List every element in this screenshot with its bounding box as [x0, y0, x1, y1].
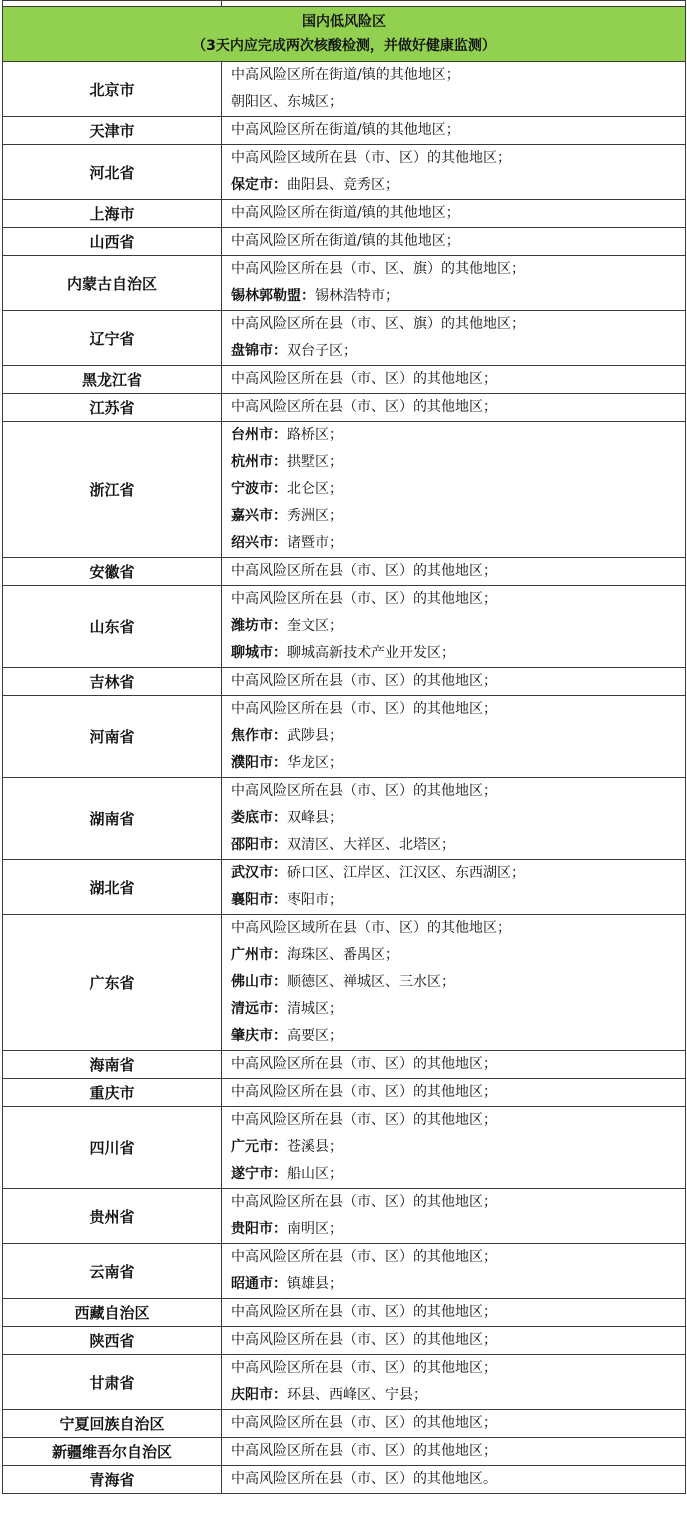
area-line: [231, 723, 685, 750]
province-cell: 重庆市: [3, 1079, 222, 1107]
area-line: [231, 1382, 685, 1409]
province-cell: 山东省: [3, 586, 222, 668]
area-text: 双清区、大祥区、北塔区；: [287, 837, 455, 853]
city-name: 邵阳市：: [231, 837, 287, 853]
area-text: 聊城高新技术产业开发区；: [287, 645, 455, 661]
area-line: [231, 805, 685, 832]
table-row: [3, 145, 686, 200]
table-row: [3, 1355, 686, 1410]
area-line: [231, 394, 685, 421]
area-detail-cell: [222, 1107, 686, 1189]
area-text: 环县、西峰区、宁县；: [287, 1387, 427, 1403]
area-line: [231, 338, 685, 365]
area-text: 顺德区、禅城区、三水区；: [287, 974, 455, 990]
area-text: 奎文区；: [287, 618, 343, 634]
province-cell: 山西省: [3, 228, 222, 256]
area-detail-cell: [222, 145, 686, 200]
area-line: [231, 311, 685, 338]
area-text: 中高风险区所在县（市、区）的其他地区；: [231, 1249, 497, 1265]
area-text: 锡林浩特市；: [315, 288, 399, 304]
city-name: 肇庆市：: [231, 1028, 287, 1044]
province-cell: 广东省: [3, 915, 222, 1051]
area-text: 苍溪县；: [287, 1139, 343, 1155]
table-subtitle: （3天内应完成两次核酸检测，并做好健康监测）: [192, 38, 496, 54]
area-detail-cell: [222, 1355, 686, 1410]
table-row: [3, 1051, 686, 1079]
city-name: 佛山市：: [231, 974, 287, 990]
area-detail-cell: [222, 200, 686, 228]
area-detail-cell: [222, 1079, 686, 1107]
province-cell: 辽宁省: [3, 311, 222, 366]
city-name: 杭州市：: [231, 454, 287, 470]
area-line: [231, 696, 685, 723]
area-line: [231, 1051, 685, 1078]
province-cell: 青海省: [3, 1466, 222, 1494]
area-line: [231, 1271, 685, 1298]
area-line: [231, 996, 685, 1023]
area-line: [231, 145, 685, 172]
area-text: 镇雄县；: [287, 1276, 343, 1292]
area-text: 中高风险区所在县（市、区）的其他地区。: [231, 1471, 497, 1487]
area-line: [231, 422, 685, 449]
area-detail-cell: [222, 586, 686, 668]
area-text: 路桥区；: [287, 427, 343, 443]
area-line: [231, 256, 685, 283]
table-row: [3, 1299, 686, 1327]
city-name: 嘉兴市：: [231, 508, 287, 524]
area-line: [231, 750, 685, 777]
area-text: 中高风险区所在街道/镇的其他地区；: [231, 233, 460, 249]
area-line: [231, 366, 685, 393]
area-line: [231, 586, 685, 613]
table-row: [3, 1189, 686, 1244]
area-detail-cell: [222, 1438, 686, 1466]
area-line: [231, 283, 685, 310]
area-text: 海珠区、番禺区；: [287, 947, 399, 963]
province-cell: 上海市: [3, 200, 222, 228]
area-text: 高要区；: [287, 1028, 343, 1044]
area-text: 中高风险区所在县（市、区）的其他地区；: [231, 563, 497, 579]
table-row: [3, 558, 686, 586]
area-detail-cell: [222, 422, 686, 558]
area-text: 中高风险区所在县（市、区、旗）的其他地区；: [231, 316, 525, 332]
province-cell: 河南省: [3, 696, 222, 778]
city-name: 武汉市：: [231, 865, 287, 881]
header-cell: [3, 7, 686, 62]
area-detail-cell: [222, 62, 686, 117]
province-cell: 吉林省: [3, 668, 222, 696]
area-line: [231, 915, 685, 942]
city-name: 盘锦市：: [231, 343, 287, 359]
city-name: 绍兴市：: [231, 535, 287, 551]
area-text: 华龙区；: [287, 755, 343, 771]
province-cell: 贵州省: [3, 1189, 222, 1244]
table-row: [3, 200, 686, 228]
area-text: 中高风险区所在县（市、区）的其他地区；: [231, 1194, 497, 1210]
area-text: 中高风险区所在县（市、区）的其他地区；: [231, 1360, 497, 1376]
table-row: [3, 1327, 686, 1355]
area-line: [231, 887, 685, 914]
city-name: 锡林郭勒盟：: [231, 288, 315, 304]
table-row: [3, 256, 686, 311]
area-text: 诸暨市；: [287, 535, 343, 551]
area-text: 中高风险区所在县（市、区）的其他地区；: [231, 591, 497, 607]
province-cell: 湖南省: [3, 778, 222, 860]
city-name: 襄阳市：: [231, 892, 287, 908]
city-name: 潍坊市：: [231, 618, 287, 634]
area-line: [231, 969, 685, 996]
area-text: 武陟县；: [287, 728, 343, 744]
table-row: [3, 668, 686, 696]
table-row: [3, 1107, 686, 1189]
area-text: 中高风险区所在县（市、区）的其他地区；: [231, 1443, 497, 1459]
area-text: 秀洲区；: [287, 508, 343, 524]
province-cell: 江苏省: [3, 394, 222, 422]
area-detail-cell: [222, 1466, 686, 1494]
area-text: 中高风险区所在县（市、区）的其他地区；: [231, 1112, 497, 1128]
area-detail-cell: [222, 256, 686, 311]
province-cell: 内蒙古自治区: [3, 256, 222, 311]
table-row: [3, 1466, 686, 1494]
area-line: [231, 1327, 685, 1354]
table-row: [3, 586, 686, 668]
area-line: [231, 832, 685, 859]
province-cell: 黑龙江省: [3, 366, 222, 394]
area-text: 北仑区；: [287, 481, 343, 497]
area-line: [231, 613, 685, 640]
province-cell: 四川省: [3, 1107, 222, 1189]
area-detail-cell: [222, 1051, 686, 1079]
area-detail-cell: [222, 394, 686, 422]
table-title: 国内低风险区: [302, 14, 386, 30]
area-detail-cell: [222, 860, 686, 915]
area-line: [231, 1410, 685, 1437]
area-line: [231, 1189, 685, 1216]
city-name: 濮阳市：: [231, 755, 287, 771]
area-detail-cell: [222, 311, 686, 366]
area-line: [231, 778, 685, 805]
province-cell: 海南省: [3, 1051, 222, 1079]
area-line: [231, 558, 685, 585]
table-row: [3, 915, 686, 1051]
table-row: [3, 117, 686, 145]
province-cell: 甘肃省: [3, 1355, 222, 1410]
area-text: 中高风险区所在县（市、区）的其他地区；: [231, 1084, 497, 1100]
area-line: [231, 89, 685, 116]
province-cell: 天津市: [3, 117, 222, 145]
area-detail-cell: [222, 1299, 686, 1327]
area-text: 中高风险区域所在县（市、区）的其他地区；: [231, 920, 511, 936]
city-name: 焦作市：: [231, 728, 287, 744]
area-detail-cell: [222, 1327, 686, 1355]
area-text: 中高风险区所在县（市、区）的其他地区；: [231, 371, 497, 387]
area-detail-cell: [222, 668, 686, 696]
province-cell: 湖北省: [3, 860, 222, 915]
table-row: [3, 860, 686, 915]
area-line: [231, 668, 685, 695]
area-line: [231, 1244, 685, 1271]
table-row: [3, 1079, 686, 1107]
city-name: 宁波市：: [231, 481, 287, 497]
area-text: 船山区；: [287, 1166, 343, 1182]
table-row: [3, 228, 686, 256]
table-row: [3, 778, 686, 860]
area-detail-cell: [222, 1410, 686, 1438]
city-name: 贵阳市：: [231, 1221, 287, 1237]
city-name: 保定市：: [231, 177, 287, 193]
province-cell: 安徽省: [3, 558, 222, 586]
province-cell: 云南省: [3, 1244, 222, 1299]
area-text: 朝阳区、东城区；: [231, 94, 343, 110]
area-text: 中高风险区所在县（市、区）的其他地区；: [231, 1304, 497, 1320]
city-name: 遂宁市：: [231, 1166, 287, 1182]
area-text: 硚口区、江岸区、江汉区、东西湖区；: [287, 865, 525, 881]
table-row: [3, 422, 686, 558]
area-text: 双台子区；: [287, 343, 357, 359]
table-row: [3, 1438, 686, 1466]
area-detail-cell: [222, 1244, 686, 1299]
area-line: [231, 1161, 685, 1188]
city-name: 庆阳市：: [231, 1387, 287, 1403]
area-line: [231, 200, 685, 227]
area-line: [231, 1134, 685, 1161]
area-text: 曲阳县、竞秀区；: [287, 177, 399, 193]
area-text: 中高风险区所在街道/镇的其他地区；: [231, 205, 460, 221]
area-line: [231, 530, 685, 557]
area-line: [231, 860, 685, 887]
area-text: 中高风险区所在县（市、区）的其他地区；: [231, 399, 497, 415]
area-text: 中高风险区所在县（市、区）的其他地区；: [231, 1415, 497, 1431]
area-line: [231, 1438, 685, 1465]
area-text: 清城区；: [287, 1001, 343, 1017]
area-line: [231, 449, 685, 476]
table-row: [3, 1410, 686, 1438]
area-text: 中高风险区所在街道/镇的其他地区；: [231, 122, 460, 138]
area-line: [231, 1355, 685, 1382]
area-detail-cell: [222, 696, 686, 778]
city-name: 台州市：: [231, 427, 287, 443]
area-detail-cell: [222, 117, 686, 145]
area-line: [231, 1299, 685, 1326]
header-row: [3, 7, 686, 62]
province-cell: 河北省: [3, 145, 222, 200]
area-line: [231, 172, 685, 199]
area-detail-cell: [222, 778, 686, 860]
area-line: [231, 1023, 685, 1050]
area-line: [231, 1216, 685, 1243]
city-name: 清远市：: [231, 1001, 287, 1017]
area-text: 中高风险区域所在县（市、区）的其他地区；: [231, 150, 511, 166]
table-row: [3, 311, 686, 366]
area-line: [231, 1466, 685, 1493]
province-cell: 陕西省: [3, 1327, 222, 1355]
city-name: 广州市：: [231, 947, 287, 963]
area-line: [231, 942, 685, 969]
area-line: [231, 1107, 685, 1134]
area-text: 南明区；: [287, 1221, 343, 1237]
table-body: [3, 1, 686, 1494]
area-detail-cell: [222, 366, 686, 394]
area-text: 中高风险区所在县（市、区、旗）的其他地区；: [231, 261, 525, 277]
area-text: 拱墅区；: [287, 454, 343, 470]
city-name: 娄底市：: [231, 810, 287, 826]
area-line: [231, 1079, 685, 1106]
area-line: [231, 62, 685, 89]
area-text: 中高风险区所在街道/镇的其他地区；: [231, 67, 460, 83]
area-line: [231, 503, 685, 530]
area-text: 中高风险区所在县（市、区）的其他地区；: [231, 1056, 497, 1072]
area-text: 中高风险区所在县（市、区）的其他地区；: [231, 783, 497, 799]
area-line: [231, 640, 685, 667]
province-cell: 浙江省: [3, 422, 222, 558]
table-row: [3, 1244, 686, 1299]
city-name: 广元市：: [231, 1139, 287, 1155]
city-name: 聊城市：: [231, 645, 287, 661]
table-row: [3, 696, 686, 778]
area-text: 中高风险区所在县（市、区）的其他地区；: [231, 673, 497, 689]
area-line: [231, 476, 685, 503]
table-row: [3, 62, 686, 117]
area-text: 中高风险区所在县（市、区）的其他地区；: [231, 1332, 497, 1348]
area-text: 枣阳市；: [287, 892, 343, 908]
area-text: 中高风险区所在县（市、区）的其他地区；: [231, 701, 497, 717]
area-detail-cell: [222, 915, 686, 1051]
city-name: 昭通市：: [231, 1276, 287, 1292]
province-cell: 宁夏回族自治区: [3, 1410, 222, 1438]
area-detail-cell: [222, 558, 686, 586]
area-detail-cell: [222, 228, 686, 256]
table-row: [3, 394, 686, 422]
area-line: [231, 228, 685, 255]
area-detail-cell: [222, 1189, 686, 1244]
area-line: [231, 117, 685, 144]
low-risk-table: [2, 0, 686, 1494]
province-cell: 西藏自治区: [3, 1299, 222, 1327]
province-cell: 北京市: [3, 62, 222, 117]
table-row: [3, 366, 686, 394]
province-cell: 新疆维吾尔自治区: [3, 1438, 222, 1466]
area-text: 双峰县；: [287, 810, 343, 826]
